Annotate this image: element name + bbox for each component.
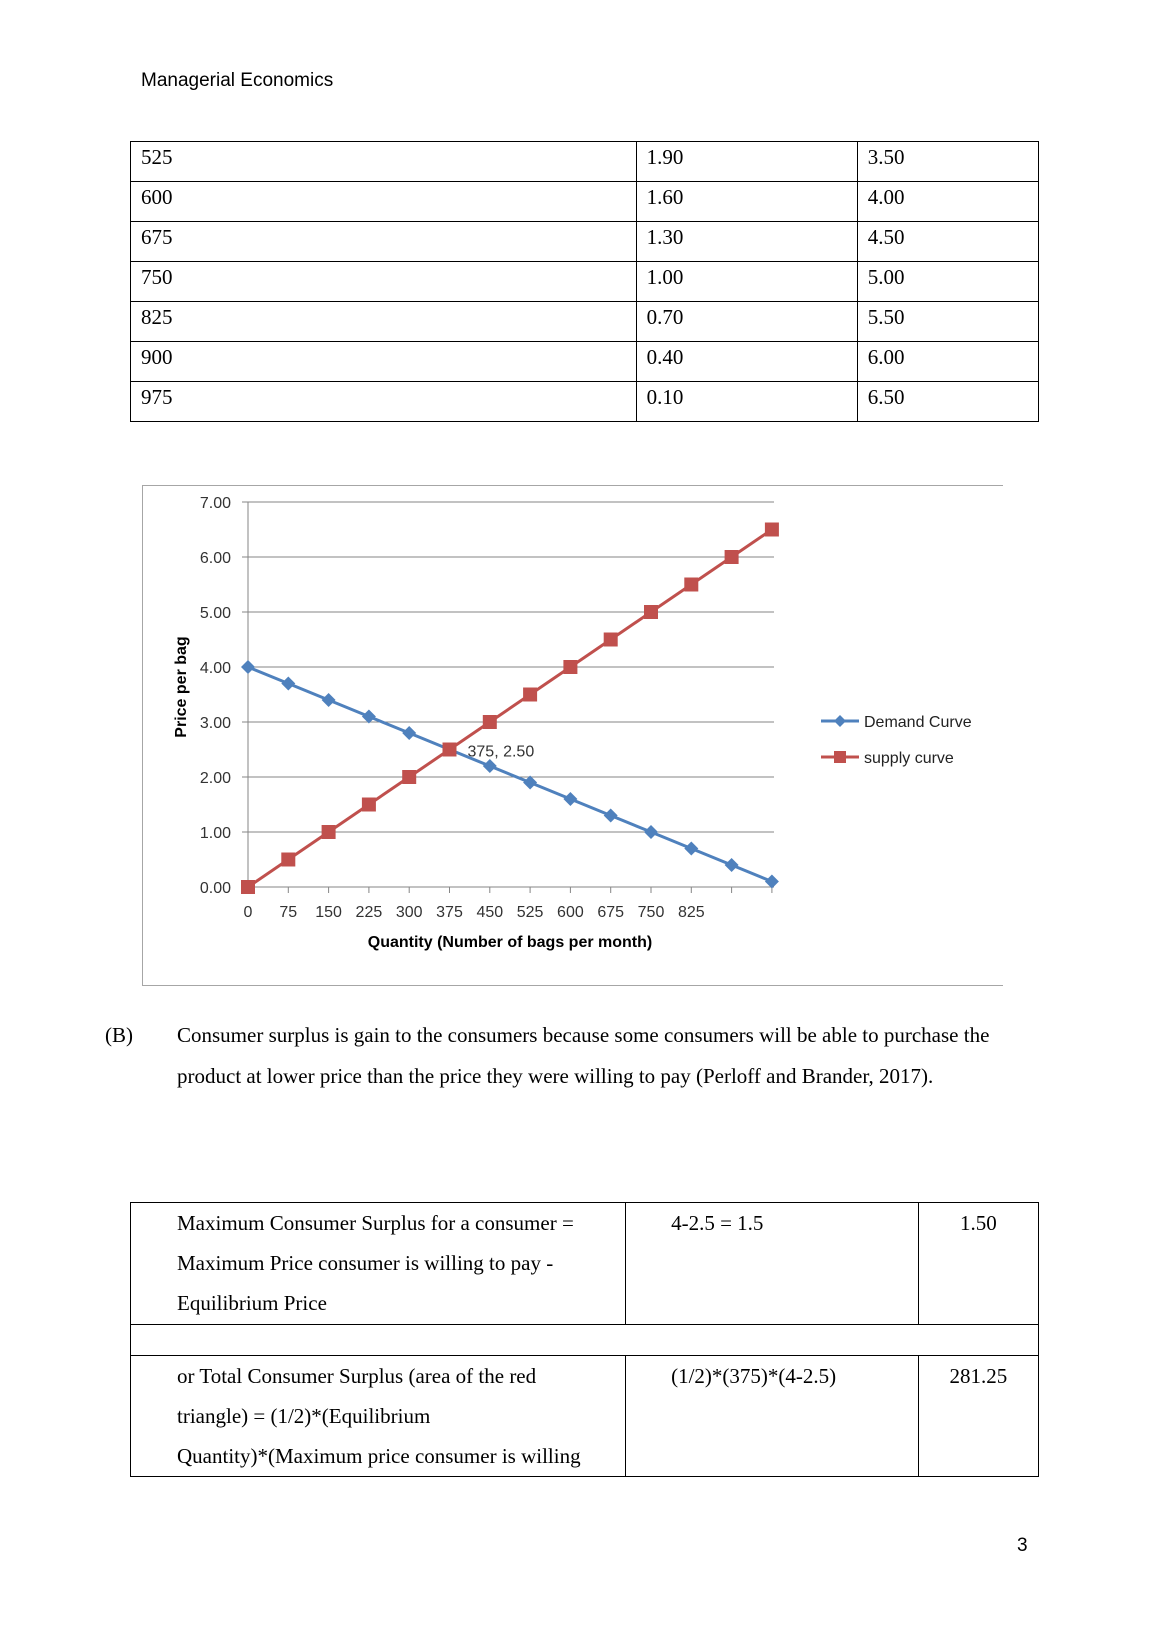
x-tick-label: 825 (677, 904, 705, 921)
supply-point (765, 523, 779, 537)
demand-point (725, 858, 739, 872)
description-line: triangle) = (1/2)*(Equilibrium (177, 1404, 431, 1428)
supply-price-cell: 3.50 (857, 142, 1038, 182)
demand-price-cell: 0.10 (636, 382, 857, 422)
table-row (131, 1325, 1039, 1356)
legend-marker (834, 751, 846, 763)
y-tick-label: 2.00 (199, 770, 231, 787)
table-row (131, 182, 1039, 222)
legend-marker (834, 715, 846, 727)
supply-point (644, 605, 658, 619)
supply-demand-chart (142, 485, 1003, 986)
quantity-cell: 675 (131, 222, 637, 262)
demand-price-cell: 1.90 (636, 142, 857, 182)
section-b-paragraph (105, 1015, 1021, 1097)
max-surplus-formula: 4-2.5 = 1.5 (626, 1203, 919, 1325)
quantity-cell: 600 (131, 182, 637, 222)
equilibrium-label: 375, 2.50 (467, 743, 535, 761)
table-row (131, 382, 1039, 422)
y-tick-label: 6.00 (199, 550, 231, 567)
supply-point (281, 853, 295, 867)
quantity-cell: 900 (131, 342, 637, 382)
description-line: Maximum Price consumer is willing to pay - (177, 1251, 554, 1275)
quantity-cell: 750 (131, 262, 637, 302)
demand-point (241, 660, 255, 674)
quantity-cell: 975 (131, 382, 637, 422)
supply-point (604, 633, 618, 647)
demand-price-cell: 1.30 (636, 222, 857, 262)
quantity-cell: 825 (131, 302, 637, 342)
description-line: Equilibrium Price (177, 1291, 327, 1315)
y-tick-label: 5.00 (199, 605, 231, 622)
supply-point (684, 578, 698, 592)
supply-point (241, 880, 255, 894)
supply-point (563, 660, 577, 674)
x-tick-label: 150 (315, 904, 342, 921)
table-row (131, 142, 1039, 182)
demand-point (523, 776, 537, 790)
consumer-surplus-table (130, 1202, 1039, 1477)
demand-point (322, 693, 336, 707)
quantity-cell: 525 (131, 142, 637, 182)
demand-point (765, 875, 779, 889)
supply-point (725, 550, 739, 564)
x-tick-label: 225 (355, 904, 383, 921)
x-tick-label: 675 (597, 904, 625, 921)
table-row (131, 302, 1039, 342)
table-row (131, 262, 1039, 302)
section-b-text: Consumer surplus is gain to the consumers because some consumers will be able to purchase the product at lower price than the price they were willing to pay (Perloff and Brander, 2017). (177, 1023, 990, 1088)
supply-price-cell: 6.00 (857, 342, 1038, 382)
supply-point (362, 798, 376, 812)
demand-point (644, 825, 658, 839)
table-row (131, 1203, 1039, 1325)
x-tick-label: 300 (395, 904, 423, 921)
x-tick-label: 750 (637, 904, 665, 921)
legend-label: supply curve (864, 750, 954, 767)
supply-price-cell: 4.50 (857, 222, 1038, 262)
demand-point (362, 710, 376, 724)
section-b-label: (B) (105, 1023, 133, 1047)
supply-point (483, 715, 497, 729)
supply-point (402, 770, 416, 784)
max-surplus-description (131, 1203, 626, 1325)
x-tick-label: 600 (557, 904, 584, 921)
supply-price-cell: 5.50 (857, 302, 1038, 342)
demand-price-cell: 1.00 (636, 262, 857, 302)
demand-price-cell: 1.60 (636, 182, 857, 222)
description-line: Quantity)*(Maximum price consumer is willing (177, 1444, 581, 1468)
page-header: Managerial Economics (141, 70, 334, 91)
table-row (131, 222, 1039, 262)
y-tick-label: 4.00 (199, 660, 231, 677)
total-surplus-description (131, 1356, 626, 1477)
total-surplus-value: 281.25 (918, 1356, 1038, 1477)
x-axis-title: Quantity (Number of bags per month) (367, 934, 653, 951)
demand-point (563, 792, 577, 806)
table-row (131, 342, 1039, 382)
y-tick-label: 3.00 (199, 715, 231, 732)
max-surplus-value: 1.50 (918, 1203, 1038, 1325)
demand-point (402, 726, 416, 740)
supply-point (523, 688, 537, 702)
chart-svg (143, 486, 1004, 987)
supply-price-cell: 5.00 (857, 262, 1038, 302)
x-tick-label: 0 (243, 904, 253, 921)
supply-price-cell: 6.50 (857, 382, 1038, 422)
y-tick-label: 0.00 (199, 880, 231, 897)
y-tick-label: 7.00 (199, 495, 231, 512)
table-row (131, 1356, 1039, 1477)
page-number: 3 (1017, 1535, 1028, 1556)
total-surplus-formula: (1/2)*(375)*(4-2.5) (626, 1356, 919, 1477)
y-tick-label: 1.00 (199, 825, 231, 842)
x-tick-label: 375 (436, 904, 463, 921)
demand-point (684, 842, 698, 856)
supply-point (443, 743, 457, 757)
x-tick-label: 450 (476, 904, 504, 921)
empty-row-cell (131, 1325, 1039, 1356)
demand-point (483, 759, 497, 773)
price-table (130, 141, 1039, 422)
description-line: or Total Consumer Surplus (area of the red (177, 1364, 537, 1388)
legend-label: Demand Curve (864, 714, 972, 731)
supply-point (322, 825, 336, 839)
y-axis-title: Price per bag (173, 636, 190, 738)
x-tick-label: 525 (516, 904, 544, 921)
demand-point (281, 677, 295, 691)
demand-price-cell: 0.70 (636, 302, 857, 342)
demand-point (604, 809, 618, 823)
description-line: Maximum Consumer Surplus for a consumer = (177, 1211, 574, 1235)
x-tick-label: 75 (279, 904, 298, 921)
demand-price-cell: 0.40 (636, 342, 857, 382)
supply-price-cell: 4.00 (857, 182, 1038, 222)
